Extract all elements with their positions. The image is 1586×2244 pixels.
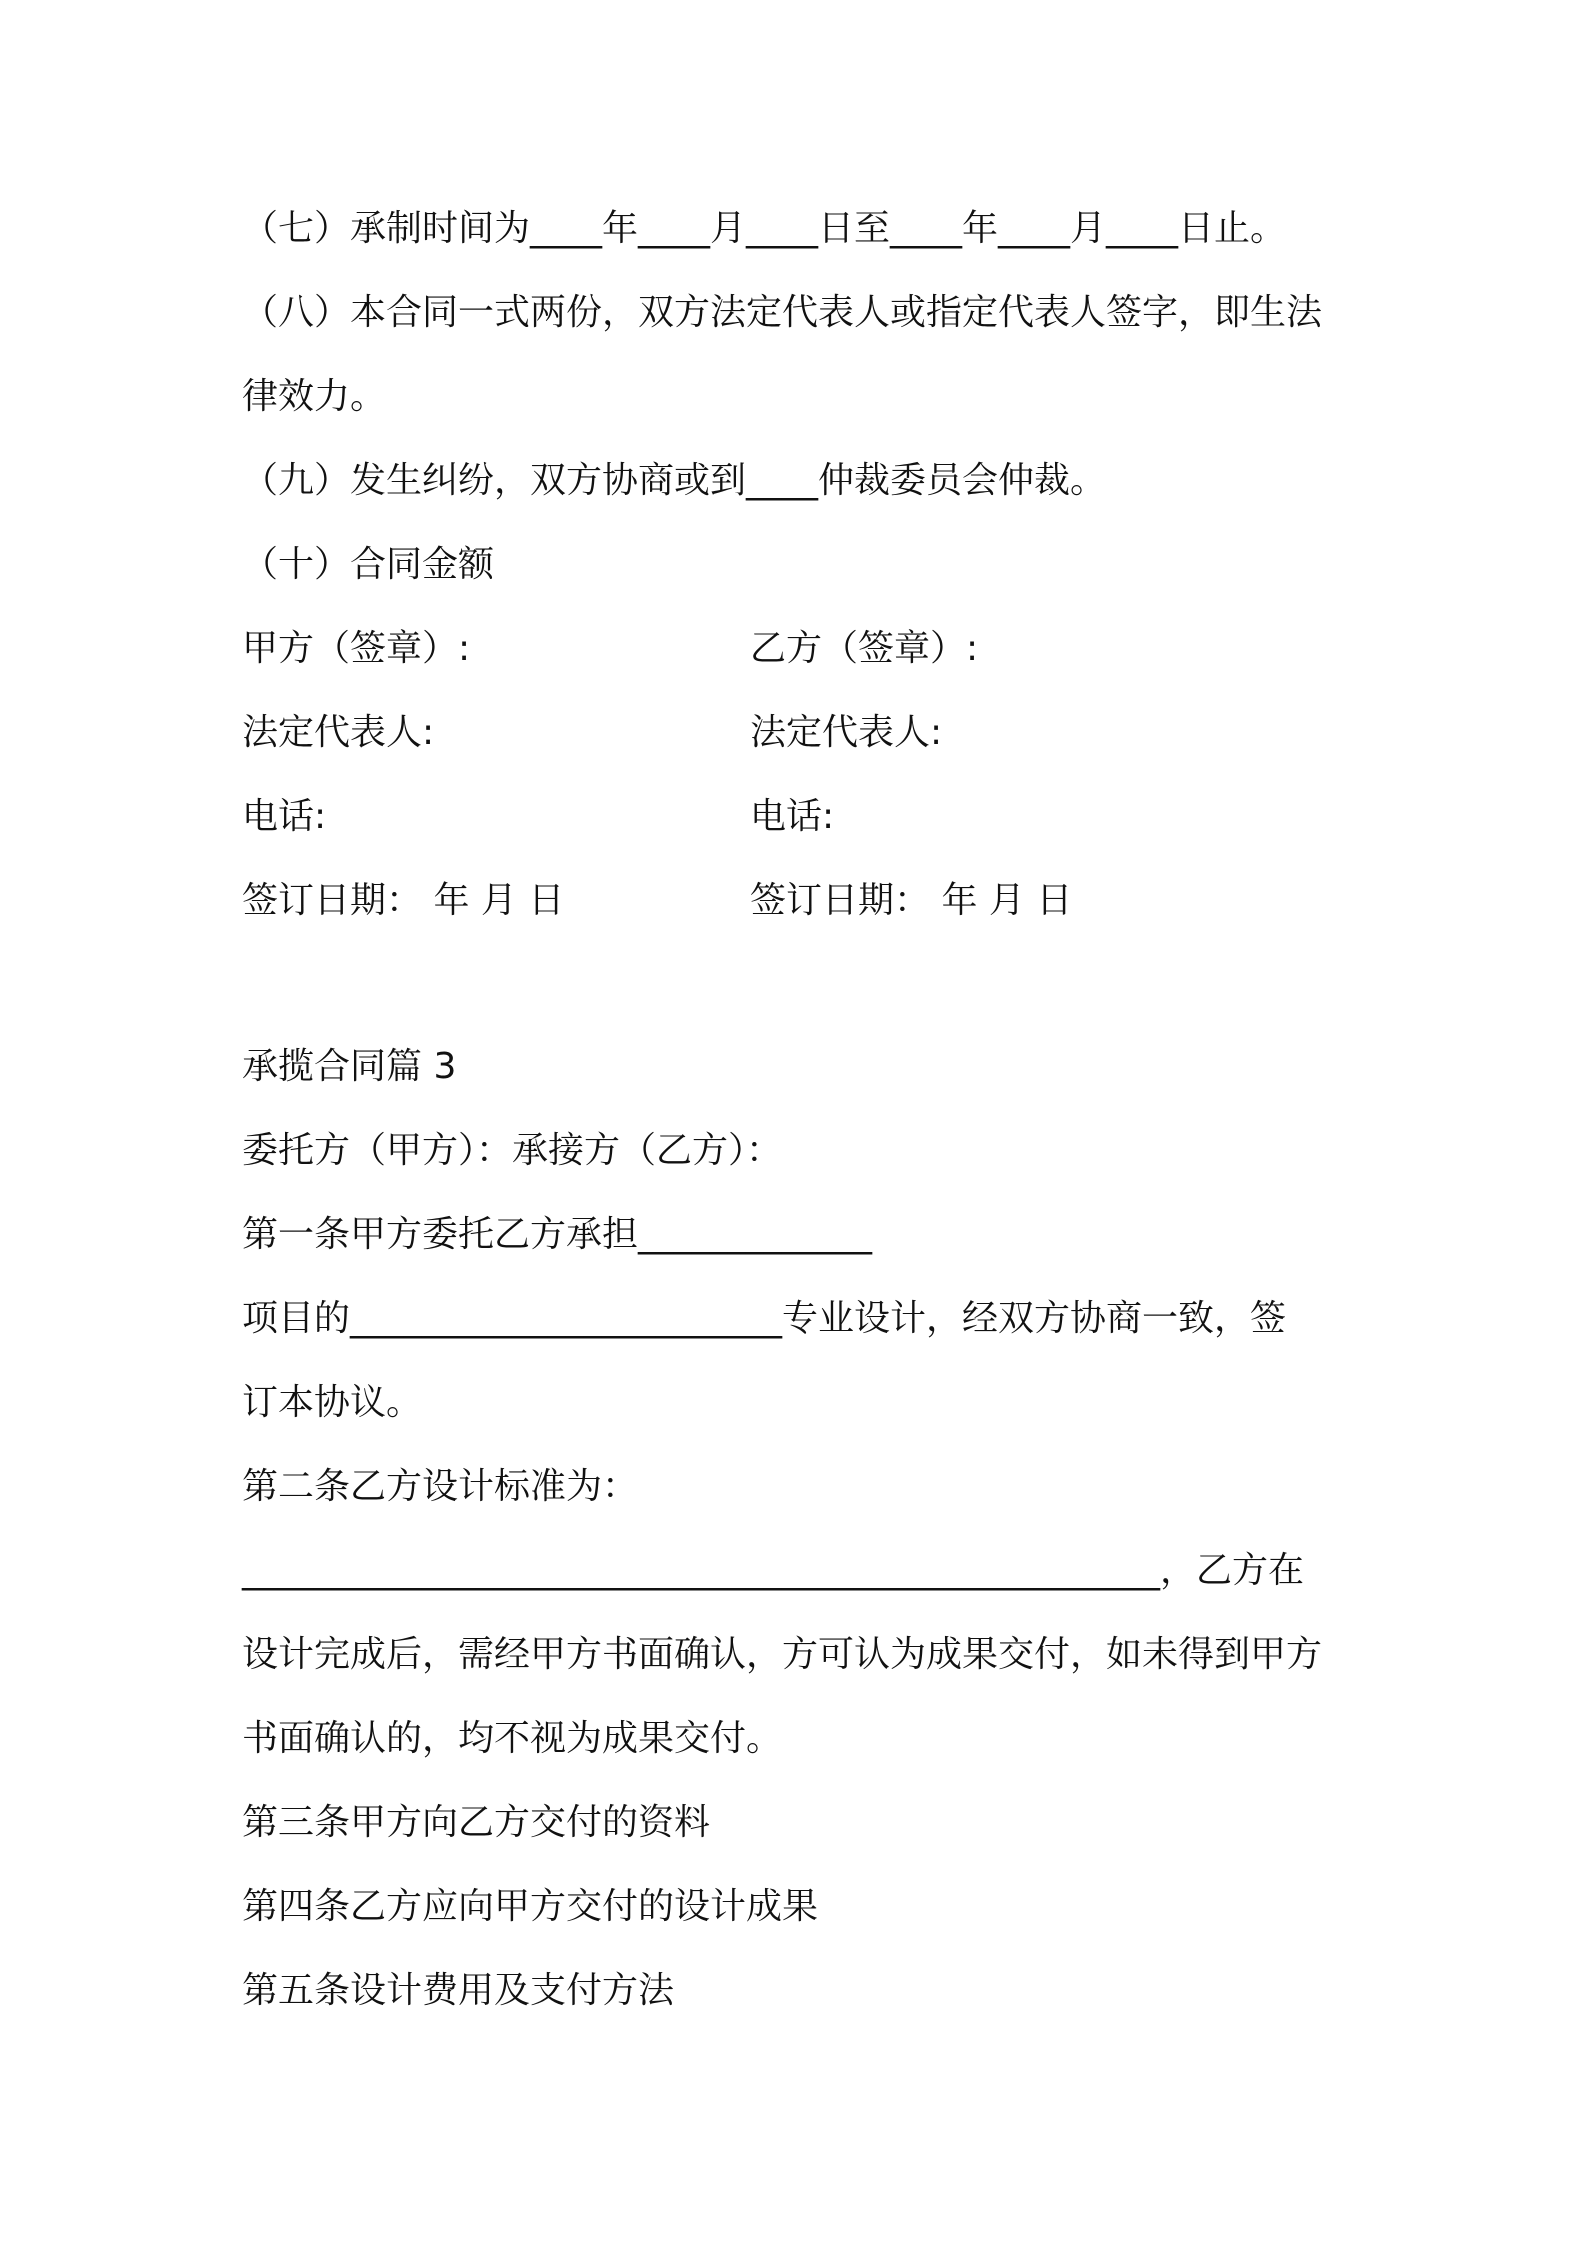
party-a-date-label: 签订日期： 年 月 日	[242, 880, 565, 921]
party-b-seal-label: 乙方（签章）:	[750, 628, 979, 669]
article-2-title: 第二条乙方设计标准为：	[242, 1466, 639, 1507]
article-1-line-2: 项目的________________________专业设计，经双方协商一致，签	[242, 1298, 1287, 1339]
clause-9: （九）发生纠纷，双方协商或到____仲裁委员会仲裁。	[242, 460, 1107, 501]
party-b-phone-label: 电话:	[750, 796, 835, 837]
party-a-seal-label: 甲方（签章）:	[242, 628, 471, 669]
clause-10: （十）合同金额	[242, 544, 495, 585]
article-5: 第五条设计费用及支付方法	[242, 1970, 675, 2011]
article-1-line-3: 订本协议。	[242, 1382, 423, 1423]
article-4: 第四条乙方应向甲方交付的设计成果	[242, 1886, 819, 1927]
clause-8-line-2: 律效力。	[242, 376, 387, 417]
article-2-line-3: 书面确认的，均不视为成果交付。	[242, 1718, 783, 1759]
clause-7: （七）承制时间为____年____月____日至____年____月____日止。	[242, 208, 1287, 249]
party-a-representative-label: 法定代表人:	[242, 712, 435, 753]
article-1-line-1: 第一条甲方委托乙方承担_____________	[242, 1214, 873, 1255]
party-a-phone-label: 电话:	[242, 796, 327, 837]
clause-8-line-1: （八）本合同一式两份，双方法定代表人或指定代表人签字，即生法	[242, 292, 1323, 333]
article-2-line-1: ___________________________________________________，乙方在	[242, 1550, 1304, 1591]
article-3: 第三条甲方向乙方交付的资料	[242, 1802, 711, 1843]
section-title: 承揽合同篇 3	[242, 1046, 457, 1087]
parties-line: 委托方（甲方）：承接方（乙方）：	[242, 1130, 783, 1171]
party-b-representative-label: 法定代表人:	[750, 712, 943, 753]
party-b-date-label: 签订日期： 年 月 日	[750, 880, 1073, 921]
article-2-line-2: 设计完成后，需经甲方书面确认，方可认为成果交付，如未得到甲方	[242, 1634, 1323, 1675]
